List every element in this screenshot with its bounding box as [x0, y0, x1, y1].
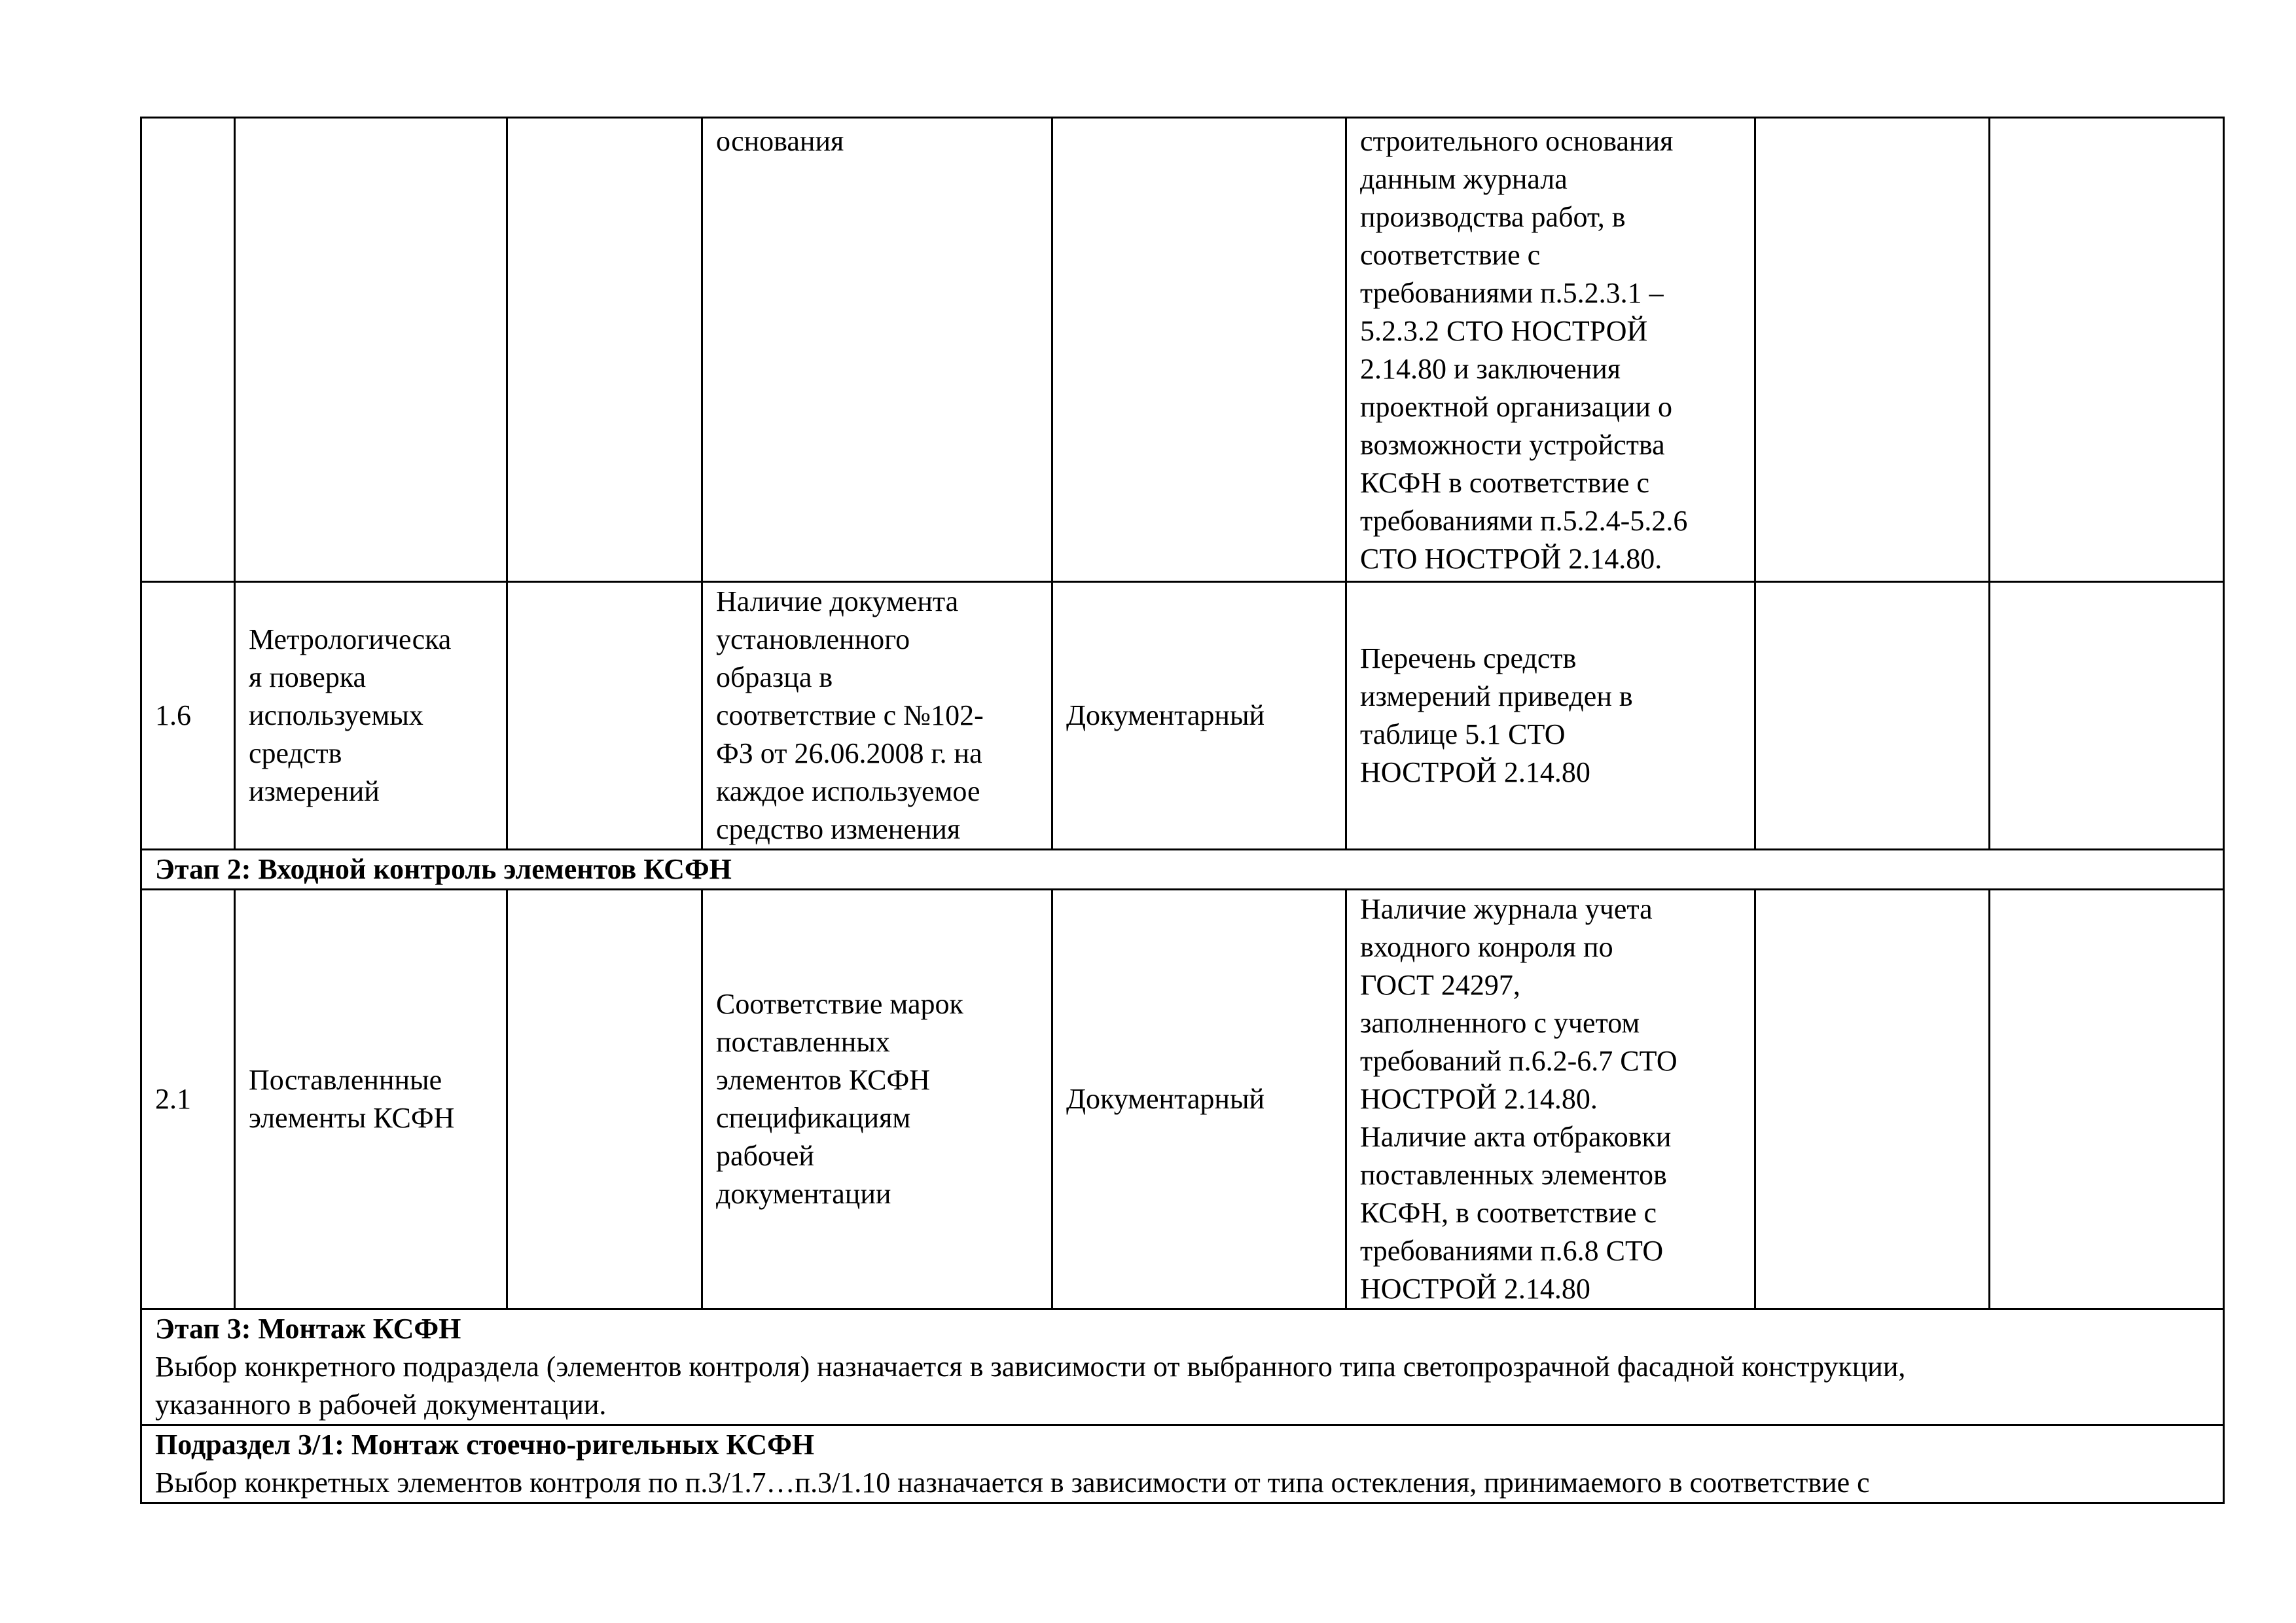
cell-method: Документарный: [1052, 582, 1346, 850]
criterion-line: образца в: [716, 661, 833, 693]
requirement-line: КСФН в соответствие с: [1360, 467, 1650, 499]
subsection-3-1-title: Подраздел 3/1: Монтаж стоечно-ригельных КСФН: [155, 1429, 815, 1461]
requirement-line: НОСТРОЙ 2.14.80: [1360, 1273, 1590, 1305]
subsection-3-1-text: Выбор конкретных элементов контроля по п.3/1.7…п.3/1.10 назначается в зависимости от типа остекления, принимаемого в соответствие с: [155, 1467, 1870, 1499]
cell-extra-1: [1755, 890, 1990, 1309]
requirement-line: ГОСТ 24297,: [1360, 969, 1520, 1001]
requirement-line: Наличие акта отбраковки: [1360, 1121, 1672, 1153]
requirement-line: проектной организации о: [1360, 391, 1672, 423]
requirement-line: НОСТРОЙ 2.14.80: [1360, 756, 1590, 788]
stage-row: [141, 1309, 2224, 1425]
requirement-line: измерений приведен в: [1360, 680, 1633, 712]
cell-criterion: [702, 890, 1052, 1309]
requirement-line: 5.2.3.2 СТО НОСТРОЙ: [1360, 315, 1648, 347]
element-line: элементы КСФН: [249, 1102, 455, 1134]
criterion-line: соответствие с №102-: [716, 699, 984, 731]
requirement-line: требованиями п.5.2.3.1 –: [1360, 277, 1664, 309]
cell-empty: [507, 118, 702, 582]
requirement-line: НОСТРОЙ 2.14.80.: [1360, 1083, 1598, 1115]
criterion-line: Наличие документа: [716, 585, 959, 617]
table-row: [141, 890, 2224, 1309]
cell-element: [235, 582, 507, 850]
criterion-line: рабочей: [716, 1140, 814, 1172]
criterion-line: элементов КСФН: [716, 1064, 931, 1096]
criterion-line: поставленных: [716, 1026, 890, 1058]
stage-3-text: Выбор конкретного подраздела (элементов контроля) назначается в зависимости от выбранного типа светопрозрачной фасадной конструкции,: [155, 1351, 1906, 1383]
requirement-line: 2.14.80 и заключения: [1360, 353, 1621, 385]
table-row: [141, 582, 2224, 850]
requirement-line: заполненного с учетом: [1360, 1007, 1640, 1039]
table-row: [141, 118, 2224, 582]
cell-number: 2.1: [141, 890, 235, 1309]
requirement-line: соответствие с: [1360, 239, 1541, 271]
element-line: используемых: [249, 699, 423, 731]
element-line: средств: [249, 737, 342, 769]
cell-number: [141, 118, 235, 582]
criterion-line: основания: [716, 125, 844, 157]
requirement-line: Перечень средств: [1360, 642, 1577, 674]
requirement-line: СТО НОСТРОЙ 2.14.80.: [1360, 543, 1662, 575]
cell-extra-1: [1755, 118, 1990, 582]
criterion-line: средство изменения: [716, 813, 961, 845]
requirement-line: требований п.6.2-6.7 СТО: [1360, 1045, 1677, 1077]
requirement-line: производства работ, в: [1360, 201, 1626, 233]
element-line: я поверка: [249, 661, 367, 693]
requirement-line: КСФН, в соответствие с: [1360, 1197, 1657, 1229]
subsection-row: [141, 1425, 2224, 1503]
requirement-line: поставленных элементов: [1360, 1159, 1667, 1191]
cell-element: [235, 890, 507, 1309]
element-line: измерений: [249, 775, 380, 807]
cell-extra-2: [1990, 582, 2224, 850]
cell-empty: [507, 890, 702, 1309]
cell-extra-2: [1990, 118, 2224, 582]
criterion-line: Соответствие марок: [716, 988, 963, 1020]
cell-extra-2: [1990, 890, 2224, 1309]
requirement-line: данным журнала: [1360, 163, 1568, 195]
inspection-table: [140, 117, 2225, 1504]
requirement-line: требованиями п.5.2.4-5.2.6: [1360, 505, 1688, 537]
cell-element: [235, 118, 507, 582]
stage-3-cell: [141, 1309, 2224, 1425]
criterion-line: каждое используемое: [716, 775, 980, 807]
cell-criterion: [702, 582, 1052, 850]
criterion-line: ФЗ от 26.06.2008 г. на: [716, 737, 982, 769]
cell-criterion: [702, 118, 1052, 582]
cell-requirement: [1346, 118, 1755, 582]
stage-row: [141, 850, 2224, 890]
stage-2-cell: [141, 850, 2224, 890]
cell-requirement: [1346, 890, 1755, 1309]
requirement-line: входного конроля по: [1360, 931, 1613, 963]
cell-number: 1.6: [141, 582, 235, 850]
cell-method: [1052, 118, 1346, 582]
cell-requirement: [1346, 582, 1755, 850]
criterion-line: установленного: [716, 623, 910, 655]
cell-empty: [507, 582, 702, 850]
cell-method: Документарный: [1052, 890, 1346, 1309]
requirement-line: строительного основания: [1360, 125, 1674, 157]
criterion-line: спецификациям: [716, 1102, 911, 1134]
subsection-3-1-cell: [141, 1425, 2224, 1503]
requirement-line: таблице 5.1 СТО: [1360, 718, 1566, 750]
stage-3-text: указанного в рабочей документации.: [155, 1389, 607, 1421]
requirement-line: возможности устройства: [1360, 429, 1665, 461]
stage-3-title: Этап 3: Монтаж КСФН: [155, 1313, 461, 1345]
stage-2-title: Этап 2: Входной контроль элементов КСФН: [155, 853, 732, 885]
cell-extra-1: [1755, 582, 1990, 850]
element-line: Метрологическа: [249, 623, 452, 655]
requirement-line: требованиями п.6.8 СТО: [1360, 1235, 1664, 1267]
requirement-line: Наличие журнала учета: [1360, 893, 1653, 925]
criterion-line: документации: [716, 1178, 891, 1210]
element-line: Поставленнные: [249, 1064, 442, 1096]
